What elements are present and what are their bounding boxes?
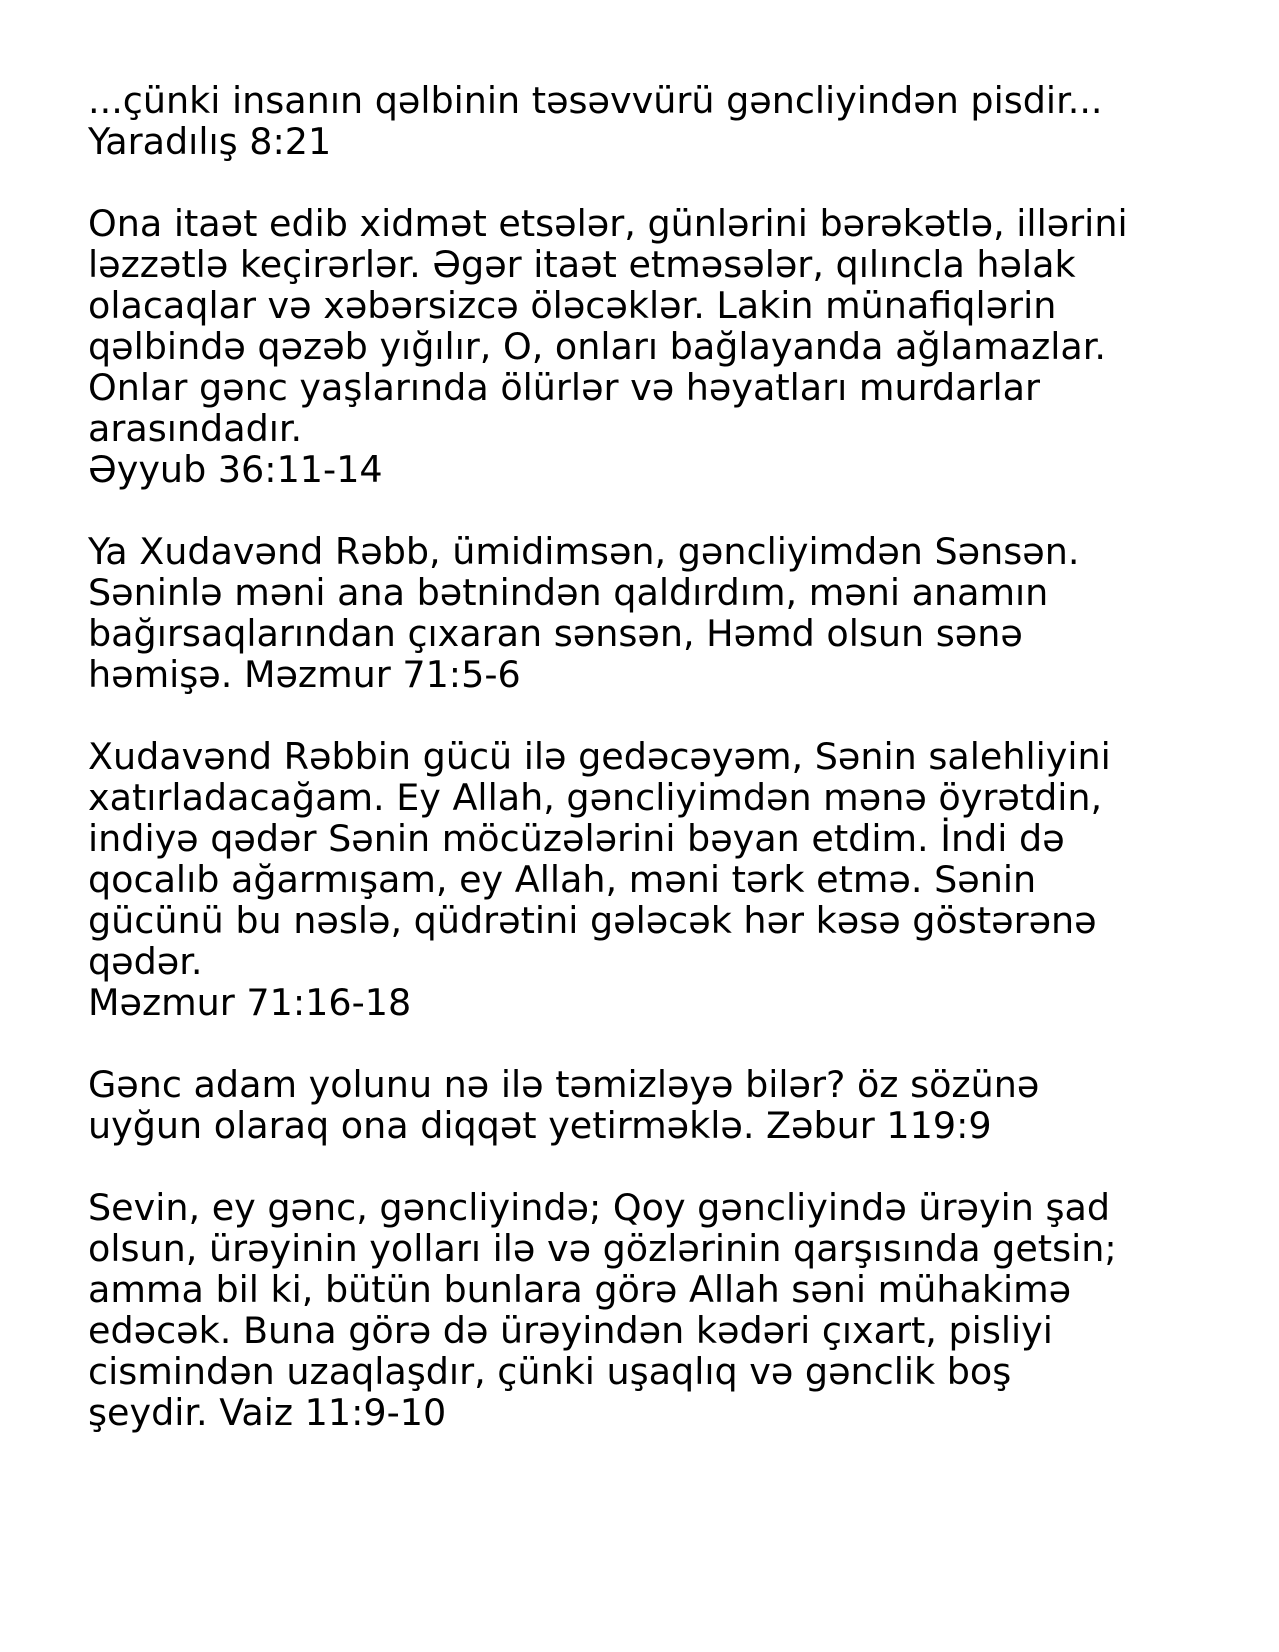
passage-genesis [88,80,1208,162]
text-line: Səninlə məni ana bətnindən qaldırdım, məni anamın [88,571,1049,614]
text-line: olacaqlar və xəbərsizcə öləcəklər. Lakin münafiqlərin [88,284,1057,327]
text-line: ...çünki insanın qəlbinin təsəvvürü gəncliyindən pisdir... [88,79,1103,122]
passage-psalm-71-16 [88,736,1208,1023]
document-page [88,80,1208,1474]
text-line: uyğun olaraq ona diqqət yetirməklə. Zəbur 119:9 [88,1104,992,1147]
verse-reference: Əyyub 36:11-14 [88,448,383,491]
text-line: indiyə qədər Sənin möcüzələrini bəyan etdim. İndi də [88,817,1065,860]
text-line: Onlar gənc yaşlarında ölürlər və həyatları murdarlar [88,366,1041,409]
text-line: qəlbində qəzəb yığılır, O, onları bağlayanda ağlamazlar. [88,325,1106,368]
text-line: Gənc adam yolunu nə ilə təmizləyə bilər? öz sözünə [88,1063,1040,1106]
verse-reference: Yaradılış 8:21 [88,120,332,163]
text-line: qədər. [88,940,203,983]
verse-reference: Məzmur 71:16-18 [88,981,412,1024]
text-line: Sevin, ey gənc, gəncliyində; Qoy gəncliyində ürəyin şad [88,1186,1110,1229]
text-line: edəcək. Buna görə də ürəyindən kədəri çıxart, pisliyi [88,1309,1053,1352]
text-line: həmişə. Məzmur 71:5-6 [88,653,521,696]
text-line: cismindən uzaqlaşdır, çünki uşaqlıq və gənclik boş [88,1350,1012,1393]
text-line: ləzzətlə keçirərlər. Əgər itaət etməsələr, qılıncla həlak [88,243,1076,286]
text-line: Ona itaət edib xidmət etsələr, günlərini bərəkətlə, illərini [88,202,1128,245]
text-line: Xudavənd Rəbbin gücü ilə gedəcəyəm, Sənin salehliyini [88,735,1111,778]
passage-ecclesiastes [88,1187,1208,1433]
text-line: şeydir. Vaiz 11:9-10 [88,1391,447,1434]
passage-psalm-119 [88,1064,1208,1146]
passage-psalm-71-5 [88,531,1208,695]
text-line: Ya Xudavənd Rəbb, ümidimsən, gəncliyimdən Sənsən. [88,530,1080,573]
text-line: bağırsaqlarından çıxaran sənsən, Həmd olsun sənə [88,612,1023,655]
text-line: amma bil ki, bütün bunlara görə Allah səni mühakimə [88,1268,1072,1311]
text-line: arasındadır. [88,407,303,450]
text-line: olsun, ürəyinin yolları ilə və gözlərinin qarşısında getsin; [88,1227,1117,1270]
text-line: gücünü bu nəslə, qüdrətini gələcək hər kəsə göstərənə [88,899,1097,942]
text-line: xatırladacağam. Ey Allah, gəncliyimdən mənə öyrətdin, [88,776,1103,819]
text-line: qocalıb ağarmışam, ey Allah, məni tərk etmə. Sənin [88,858,1037,901]
passage-job [88,203,1208,490]
